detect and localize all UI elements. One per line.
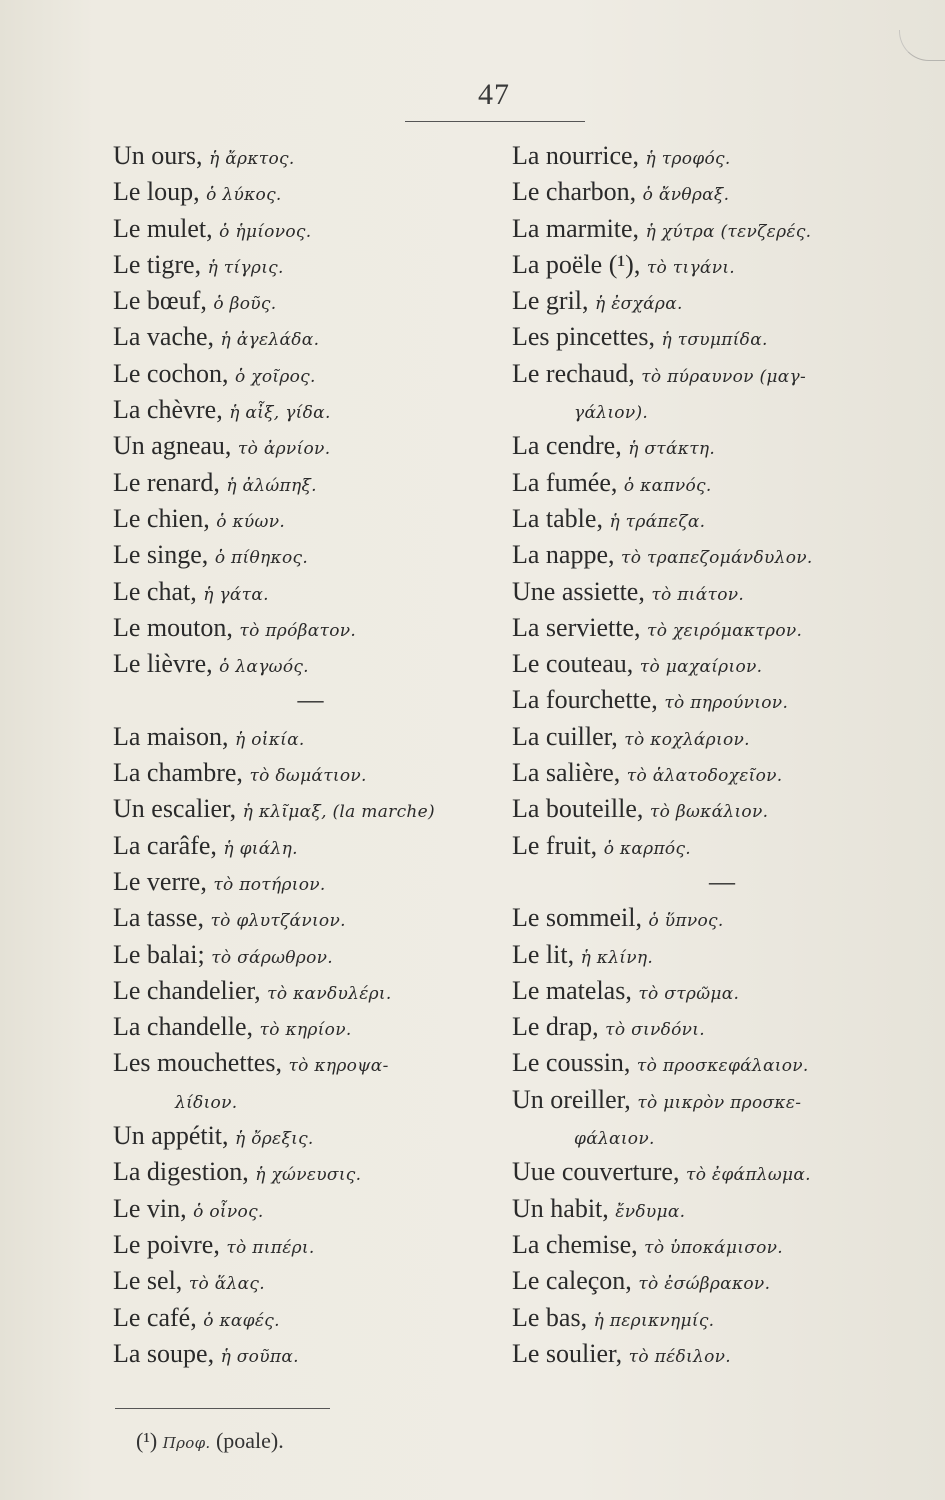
greek-translation: ὁ ἡμίονος.: [219, 221, 312, 242]
french-word: Le bœuf,: [113, 286, 207, 316]
french-word: Un ours,: [113, 141, 203, 170]
greek-translation: ἡ χύτρα (τενζερές.: [645, 221, 812, 242]
greek-translation: ἔνδυμα.: [615, 1201, 686, 1222]
french-word: Un agneau,: [113, 431, 232, 461]
vocab-entry: [113, 138, 508, 174]
french-word: Uue couverture,: [512, 1157, 680, 1187]
greek-translation: τὸ πιπέρι.: [226, 1237, 315, 1258]
french-word: Le loup,: [113, 177, 200, 207]
greek-translation: ἡ τσυμπίδα.: [661, 330, 768, 351]
vocab-entry: [113, 174, 508, 210]
vocab-entry: [512, 428, 932, 464]
greek-translation: τὸ μαχαίριον.: [639, 657, 763, 678]
greek-translation: τὸ χειρόμακτρον.: [647, 620, 803, 641]
greek-translation: φάλαιον.: [574, 1129, 655, 1150]
greek-translation: τὸ φλυτζάνιον.: [210, 911, 346, 932]
section-separator: —: [297, 685, 324, 715]
greek-translation: τὸ ἀρνίον.: [237, 439, 331, 460]
vocab-entry: [113, 1336, 508, 1372]
greek-translation: ὁ βοῦς.: [213, 294, 277, 315]
vocab-entry: [512, 1082, 932, 1118]
greek-translation: ἡ ἐσχάρα.: [595, 294, 683, 315]
french-word: Les mouchettes,: [113, 1048, 282, 1078]
greek-translation: τὸ κηρίον.: [259, 1020, 352, 1041]
vocab-entry: [113, 1082, 508, 1118]
greek-translation: ὁ ἄνθραξ.: [642, 185, 730, 206]
french-word: La chambre,: [113, 758, 243, 788]
french-word: Les pincettes,: [512, 322, 655, 352]
french-word: La serviette,: [512, 612, 641, 642]
vocab-entry: [512, 864, 932, 900]
greek-translation: τὸ ἐφάπλωμα.: [685, 1165, 811, 1186]
vocab-entry: [512, 973, 932, 1009]
french-word: Le lit,: [512, 939, 575, 969]
vocab-entry: [512, 211, 932, 247]
french-word: La carâfe,: [113, 830, 217, 860]
greek-translation: ἡ ἀλώπηξ.: [226, 475, 317, 496]
header-rule: [405, 121, 585, 122]
vocab-entry: [113, 392, 508, 428]
vocab-entry: [512, 1009, 932, 1045]
greek-translation: τὸ πιάτον.: [651, 584, 745, 605]
vocab-entry: [512, 356, 932, 392]
french-word: Le cochon,: [113, 358, 229, 388]
vocab-entry: [512, 1336, 932, 1372]
greek-translation: ὁ ὕπνος.: [648, 911, 724, 932]
vocab-entry: [113, 864, 508, 900]
french-word: La vache,: [113, 322, 215, 352]
vocab-entry: [113, 1227, 508, 1263]
vocab-entry: [512, 537, 932, 573]
greek-translation: τὸ ὑποκάμισον.: [644, 1237, 784, 1258]
french-word: Une assiette,: [512, 576, 645, 606]
vocab-entry: [512, 574, 932, 610]
vocab-entry: [512, 1118, 932, 1154]
greek-translation: τὸ μικρὸν προσκε-: [637, 1092, 802, 1113]
vocab-entry: [113, 1263, 508, 1299]
greek-translation: ἡ τίγρις.: [207, 257, 284, 278]
greek-translation: ἡ χώνευσις.: [255, 1165, 362, 1186]
greek-translation: τὸ κηροψα-: [288, 1056, 389, 1077]
vocab-entry: [113, 937, 508, 973]
french-word: La cendre,: [512, 431, 622, 461]
greek-translation: τὸ δωμάτιον.: [249, 766, 367, 787]
vocab-entry: [113, 828, 508, 864]
vocab-entry: [512, 828, 932, 864]
vocab-entry: [512, 937, 932, 973]
greek-translation: τὸ τιγάνι.: [646, 257, 736, 278]
footnote-greek: Προφ.: [162, 1434, 211, 1452]
vocab-entry: [512, 610, 932, 646]
greek-translation: ἡ κλίνη.: [580, 947, 654, 968]
french-word: La poële (¹),: [512, 249, 641, 279]
french-word: Le mouton,: [113, 612, 233, 642]
vocab-entry: [512, 283, 932, 319]
greek-translation: τὸ πέδιλον.: [628, 1346, 731, 1367]
greek-translation: ὁ λαγωός.: [219, 657, 309, 678]
greek-translation: λίδιον.: [175, 1092, 238, 1113]
vocab-entry: [113, 319, 508, 355]
vocab-entry: [512, 465, 932, 501]
vocab-entry: [113, 610, 508, 646]
vocab-entry: [113, 1154, 508, 1190]
footnote-marker: (¹): [136, 1428, 158, 1453]
greek-translation: τὸ σινδόνι.: [605, 1020, 705, 1041]
greek-translation: τὸ τραπεζομάνδυλον.: [621, 548, 813, 569]
vocab-entry: [113, 428, 508, 464]
vocab-entry: [512, 319, 932, 355]
greek-translation: τὸ στρῶμα.: [638, 983, 740, 1004]
greek-translation: ὁ κύων.: [216, 511, 286, 532]
greek-translation: ἡ ὄρεξις.: [235, 1129, 314, 1150]
french-word: La cuiller,: [512, 721, 618, 751]
greek-translation: ὁ λύκος.: [206, 185, 282, 206]
french-word: Le drap,: [512, 1012, 599, 1042]
greek-translation: τὸ πρόβατον.: [239, 620, 357, 641]
french-word: La table,: [512, 503, 603, 533]
vocab-entry: [113, 1009, 508, 1045]
vocab-entry: [113, 646, 508, 682]
greek-translation: ὁ οἶνος.: [193, 1201, 264, 1222]
vocab-entry: [113, 501, 508, 537]
french-word: Le sommeil,: [512, 903, 642, 933]
greek-translation: γάλιον).: [574, 403, 649, 424]
vocabulary-left-column: [113, 138, 508, 1372]
french-word: Le chien,: [113, 503, 210, 533]
french-word: Un escalier,: [113, 794, 237, 824]
vocab-entry: [512, 646, 932, 682]
greek-translation: τὸ σάρωθρον.: [211, 947, 333, 968]
vocab-entry: [113, 1118, 508, 1154]
vocabulary-right-column: [512, 138, 932, 1372]
french-word: La fumée,: [512, 467, 618, 497]
french-word: Le lièvre,: [113, 649, 213, 679]
french-word: Le mulet,: [113, 213, 213, 243]
vocab-entry: [113, 574, 508, 610]
french-word: Le soulier,: [512, 1338, 623, 1368]
french-word: Le chat,: [113, 576, 197, 606]
greek-translation: ἡ στάκτη.: [628, 439, 716, 460]
greek-translation: ὁ πίθηκος.: [214, 548, 309, 569]
french-word: La chemise,: [512, 1229, 638, 1259]
vocab-entry: [113, 283, 508, 319]
greek-translation: ἡ περικνημίς.: [593, 1310, 715, 1331]
vocab-entry: [512, 247, 932, 283]
french-word: Le matelas,: [512, 975, 632, 1005]
french-word: Le balai;: [113, 939, 205, 969]
french-word: Le verre,: [113, 866, 207, 896]
greek-translation: τὸ κοχλάριον.: [624, 729, 750, 750]
page-number: 47: [478, 78, 510, 111]
vocab-entry: [113, 973, 508, 1009]
greek-translation: τὸ ἁλατοδοχεῖον.: [626, 766, 783, 787]
greek-translation: ὁ καρπός.: [603, 838, 691, 859]
french-word: Le charbon,: [512, 177, 637, 207]
french-word: La salière,: [512, 758, 621, 788]
french-word: La nourrice,: [512, 141, 640, 170]
vocab-entry: [512, 1191, 932, 1227]
french-word: La nappe,: [512, 540, 615, 570]
section-separator: —: [709, 866, 735, 896]
french-word: La chandelle,: [113, 1012, 254, 1042]
french-word: Le singe,: [113, 540, 209, 570]
french-word: Le gril,: [512, 286, 589, 316]
greek-translation: ἡ ἄρκτος.: [209, 149, 295, 169]
vocab-entry: [113, 465, 508, 501]
vocab-entry: [512, 1300, 932, 1336]
vocab-entry: [512, 791, 932, 827]
vocab-entry: [113, 719, 508, 755]
greek-translation: τὸ κανδυλέρι.: [267, 983, 392, 1004]
greek-translation: τὸ προσκεφάλαιον.: [636, 1056, 809, 1077]
french-word: La fourchette,: [512, 685, 658, 715]
footnote-text: (poale).: [215, 1428, 284, 1453]
french-word: Le vin,: [113, 1193, 187, 1223]
vocab-entry: [113, 1191, 508, 1227]
vocab-entry: [512, 392, 932, 428]
greek-translation: ἡ ἀγελάδα.: [220, 330, 320, 351]
greek-translation: τὸ ἅλας.: [188, 1274, 265, 1295]
vocab-entry: [113, 755, 508, 791]
greek-translation: ἡ γάτα.: [203, 584, 269, 605]
french-word: Le coussin,: [512, 1048, 631, 1078]
french-word: Un habit,: [512, 1193, 609, 1223]
french-word: Le couteau,: [512, 649, 634, 679]
vocab-entry: [113, 356, 508, 392]
french-word: Un appétit,: [113, 1121, 229, 1151]
vocab-entry: [113, 900, 508, 936]
greek-translation: ὁ καφές.: [203, 1310, 280, 1331]
french-word: La tasse,: [113, 903, 204, 933]
vocab-entry: [512, 174, 932, 210]
vocab-entry: [512, 1263, 932, 1299]
french-word: Le renard,: [113, 467, 220, 497]
vocab-entry: [512, 682, 932, 718]
vocab-entry: [512, 900, 932, 936]
french-word: Le poivre,: [113, 1229, 220, 1259]
french-word: La maison,: [113, 721, 229, 751]
greek-translation: ὁ χοῖρος.: [235, 366, 316, 387]
greek-translation: ἡ σοῦπα.: [220, 1346, 299, 1367]
footnote-rule: [115, 1408, 330, 1409]
greek-translation: τὸ πύραυνον (μαγ-: [641, 366, 807, 387]
french-word: La bouteille,: [512, 794, 644, 824]
french-word: Le bas,: [512, 1302, 588, 1332]
french-word: La digestion,: [113, 1157, 249, 1187]
vocab-entry: [113, 791, 508, 827]
greek-translation: τὸ ποτήριον.: [213, 874, 326, 895]
vocab-entry: [512, 755, 932, 791]
french-word: Le chandelier,: [113, 975, 261, 1005]
french-word: Le caleçon,: [512, 1266, 632, 1296]
vocab-entry: [113, 247, 508, 283]
vocab-entry: [512, 1045, 932, 1081]
vocab-entry: [113, 682, 508, 718]
footnote: [136, 1428, 284, 1454]
vocab-entry: [113, 211, 508, 247]
vocab-entry: [113, 1045, 508, 1081]
vocab-entry: [512, 1154, 932, 1190]
french-word: Un oreiller,: [512, 1084, 631, 1114]
vocab-entry: [512, 719, 932, 755]
greek-translation: ἡ οἰκία.: [235, 729, 305, 750]
greek-translation: τὸ ἐσώβρακον.: [638, 1274, 771, 1295]
vocab-entry: [512, 1227, 932, 1263]
vocab-entry: [113, 1300, 508, 1336]
vocab-entry: [512, 501, 932, 537]
greek-translation: ὁ καπνός.: [623, 475, 712, 496]
greek-translation: ἡ αἶξ, γίδα.: [229, 403, 331, 424]
vocab-entry: [512, 138, 932, 174]
page-edge-mark: [899, 30, 945, 61]
greek-translation: ἡ τράπεζα.: [609, 511, 706, 532]
french-word: Le tigre,: [113, 249, 202, 279]
greek-translation: τὸ πηρούνιον.: [664, 693, 789, 714]
vocab-entry: [113, 537, 508, 573]
french-word: Le café,: [113, 1302, 197, 1332]
french-word: Le fruit,: [512, 830, 598, 860]
greek-translation: τὸ βωκάλιον.: [649, 802, 769, 823]
greek-translation: ἡ κλῖμαξ, (la marche): [242, 802, 435, 823]
french-word: Le rechaud,: [512, 358, 635, 388]
french-word: La chèvre,: [113, 395, 223, 425]
french-word: La marmite,: [512, 213, 640, 243]
french-word: La soupe,: [113, 1338, 215, 1368]
greek-translation: ἡ τροφός.: [645, 149, 731, 169]
greek-translation: ἡ φιάλη.: [223, 838, 298, 859]
french-word: Le sel,: [113, 1266, 183, 1296]
